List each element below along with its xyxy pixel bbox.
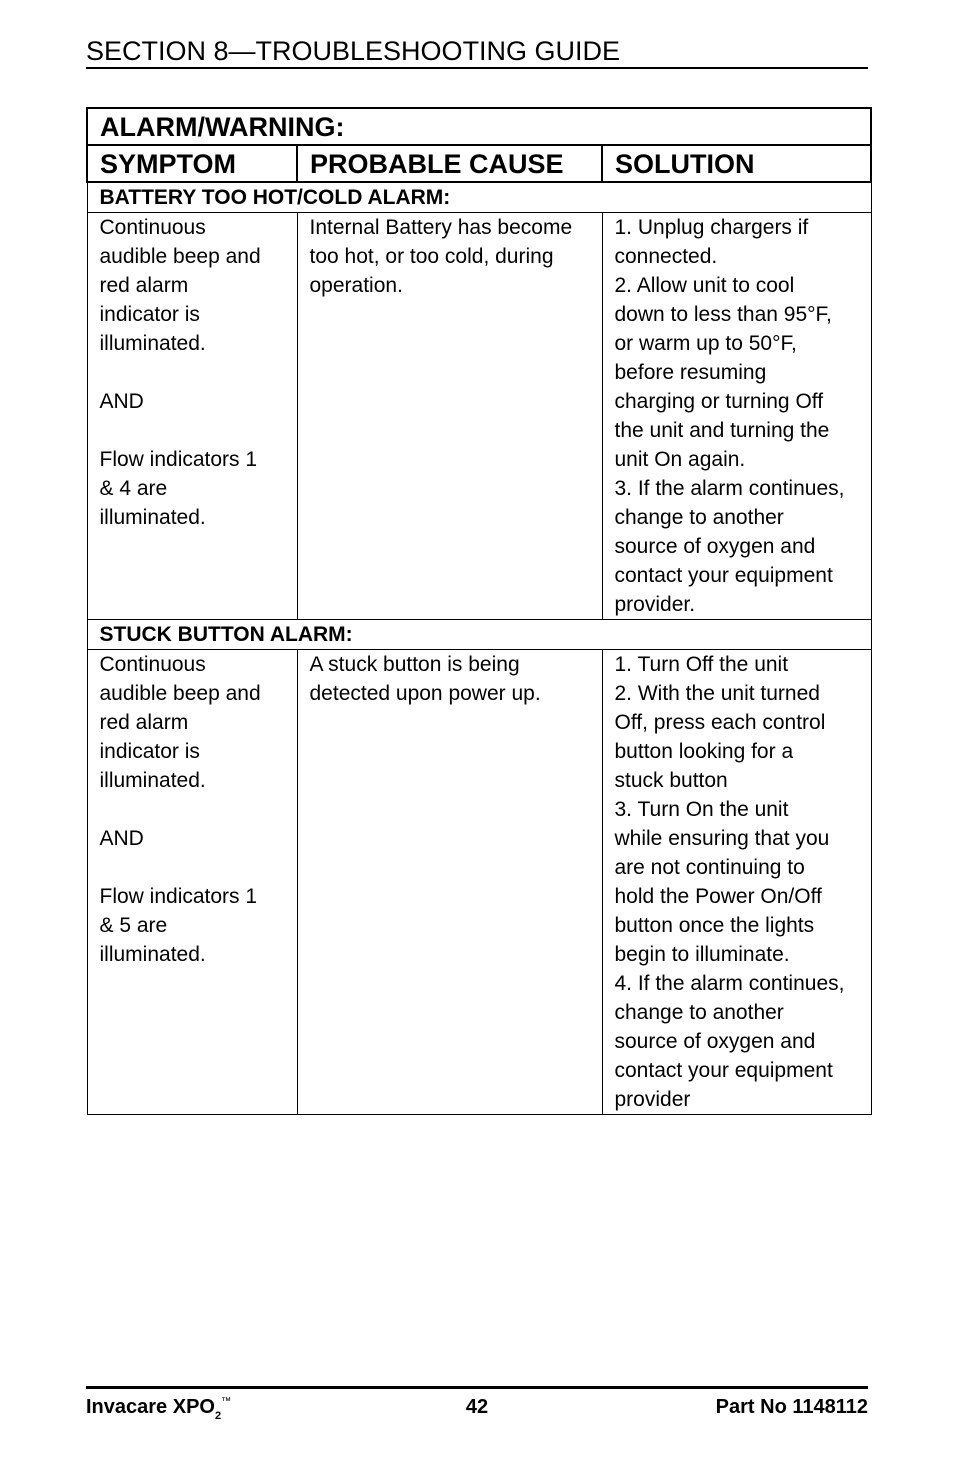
group-title-battery-alarm: BATTERY TOO HOT/COLD ALARM: [87, 182, 871, 213]
symptom-cell: Continuous audible beep and red alarm indicator is illuminated. AND Flow indicators 1 & 4 are illuminated. [87, 213, 297, 620]
page-footer [86, 1396, 868, 1426]
group-title-stuck-button-alarm: STUCK BUTTON ALARM: [87, 620, 871, 650]
symptom-cell: Continuous audible beep and red alarm indicator is illuminated. AND Flow indicators 1 & 5 are illuminated. [87, 650, 297, 1115]
column-header-probable-cause: PROBABLE CAUSE [297, 145, 602, 182]
table-row [87, 213, 871, 620]
part-number: Part No 1148112 [715, 1396, 868, 1418]
table-title: ALARM/WARNING: [87, 108, 871, 145]
solution-cell: 1. Turn Off the unit 2. With the unit turned Off, press each control button looking for a stuck button 3. Turn On the unit while ensuring that you are not continuing to hold the Power On/Off button once the lights begin to illuminate. 4. If the alarm continues, change to another source of oxygen and contact your equipment provider [602, 650, 871, 1115]
cause-cell: A stuck button is being detected upon power up. [297, 650, 602, 1115]
column-header-solution: SOLUTION [602, 145, 871, 182]
brand-subscript: 2 [214, 1410, 222, 1422]
table-row [87, 650, 871, 1115]
brand-name: Invacare XPO [86, 1396, 215, 1418]
header-divider [86, 67, 868, 69]
section-title: SECTION 8—TROUBLESHOOTING GUIDE [86, 36, 621, 66]
column-header-symptom: SYMPTOM [87, 145, 297, 182]
group-header-row [87, 620, 871, 650]
table-title-row [87, 108, 871, 145]
group-header-row [87, 182, 871, 213]
footer-divider [86, 1386, 868, 1389]
cause-cell: Internal Battery has become too hot, or too cold, during operation. [297, 213, 602, 620]
troubleshooting-table [86, 107, 872, 1115]
page-number: 42 [465, 1396, 489, 1418]
solution-cell: 1. Unplug chargers if connected. 2. Allow unit to cool down to less than 95°F, or warm up to 50°F, before resuming charging or turning Off the unit and turning the unit On again. 3. If the alarm continues, change to another source of oxygen and contact your equipment provider. [602, 213, 871, 620]
table-header-row [87, 145, 871, 182]
trademark-symbol: ™ [221, 1396, 232, 1407]
